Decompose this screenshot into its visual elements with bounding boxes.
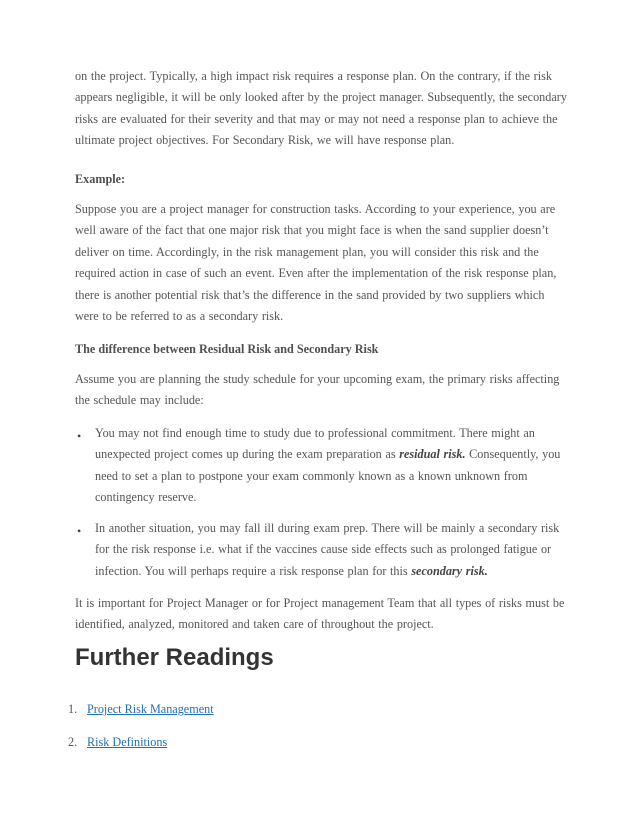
- bullet-marker: •: [77, 524, 82, 538]
- emphasis-residual-risk: residual risk.: [399, 447, 466, 462]
- reading-list-item: [68, 702, 214, 717]
- closing-paragraph: It is important for Project Manager or for Project management Team that all types of risks must be identified, analyzed, monitored and taken care of throughout the project.: [75, 596, 565, 632]
- bullet-item-residual-risk: [95, 423, 565, 509]
- difference-intro-paragraph: Assume you are planning the study schedule for your upcoming exam, the primary risks affecting the schedule may include:: [75, 372, 560, 408]
- bullet-marker: •: [77, 429, 82, 443]
- bullet-text: In another situation, you may fall ill during exam prep. There will be mainly a secondary risk for the risk response i.e. what if the vaccines cause side effects such as prolonged fatigue or infection. You will perhaps require a risk response plan for this: [95, 521, 560, 578]
- example-paragraph: Suppose you are a project manager for construction tasks. According to your experience, you are well aware of the fact that one major risk that you might face is when the sand supplier doesn’t deliver on time. Accordingly, in the risk management plan, you will consider this risk and the required action in case of such an event. Even after the implementation of the risk response plan, there is another potential risk that’s the difference in the sand provided by two suppliers which were to be referred to as a secondary risk.: [75, 202, 557, 324]
- bullet-item-secondary-risk: [95, 518, 565, 582]
- reading-number: 1.: [68, 702, 78, 716]
- link-risk-definitions[interactable]: Risk Definitions: [87, 735, 168, 749]
- bullet-text: You may not find enough time to study due to professional commitment. There might an unexpected project comes up during the exam preparation as: [95, 426, 535, 462]
- difference-heading: The difference between Residual Risk and Secondary Risk: [75, 342, 379, 356]
- reading-number: 2.: [68, 735, 78, 749]
- emphasis-secondary-risk: secondary risk.: [411, 563, 488, 578]
- bullet-text: Consequently, you need to set a plan to postpone your exam commonly known as a known unknown from contingency reserve.: [95, 447, 561, 505]
- link-project-risk-management[interactable]: Project Risk Management: [87, 702, 214, 716]
- intro-paragraph: on the project. Typically, a high impact risk requires a response plan. On the contrary, if the risk appears negligible, it will be only looked after by the project manager. Subsequently, the secondary risks are evaluated for their severity and that may or may not need a response plan to achieve the ultimate project objectives. For Secondary Risk, we will have response plan.: [75, 69, 567, 148]
- further-readings-heading: Further Readings: [75, 644, 274, 671]
- example-heading: Example:: [75, 172, 126, 186]
- reading-list-item: [68, 735, 167, 750]
